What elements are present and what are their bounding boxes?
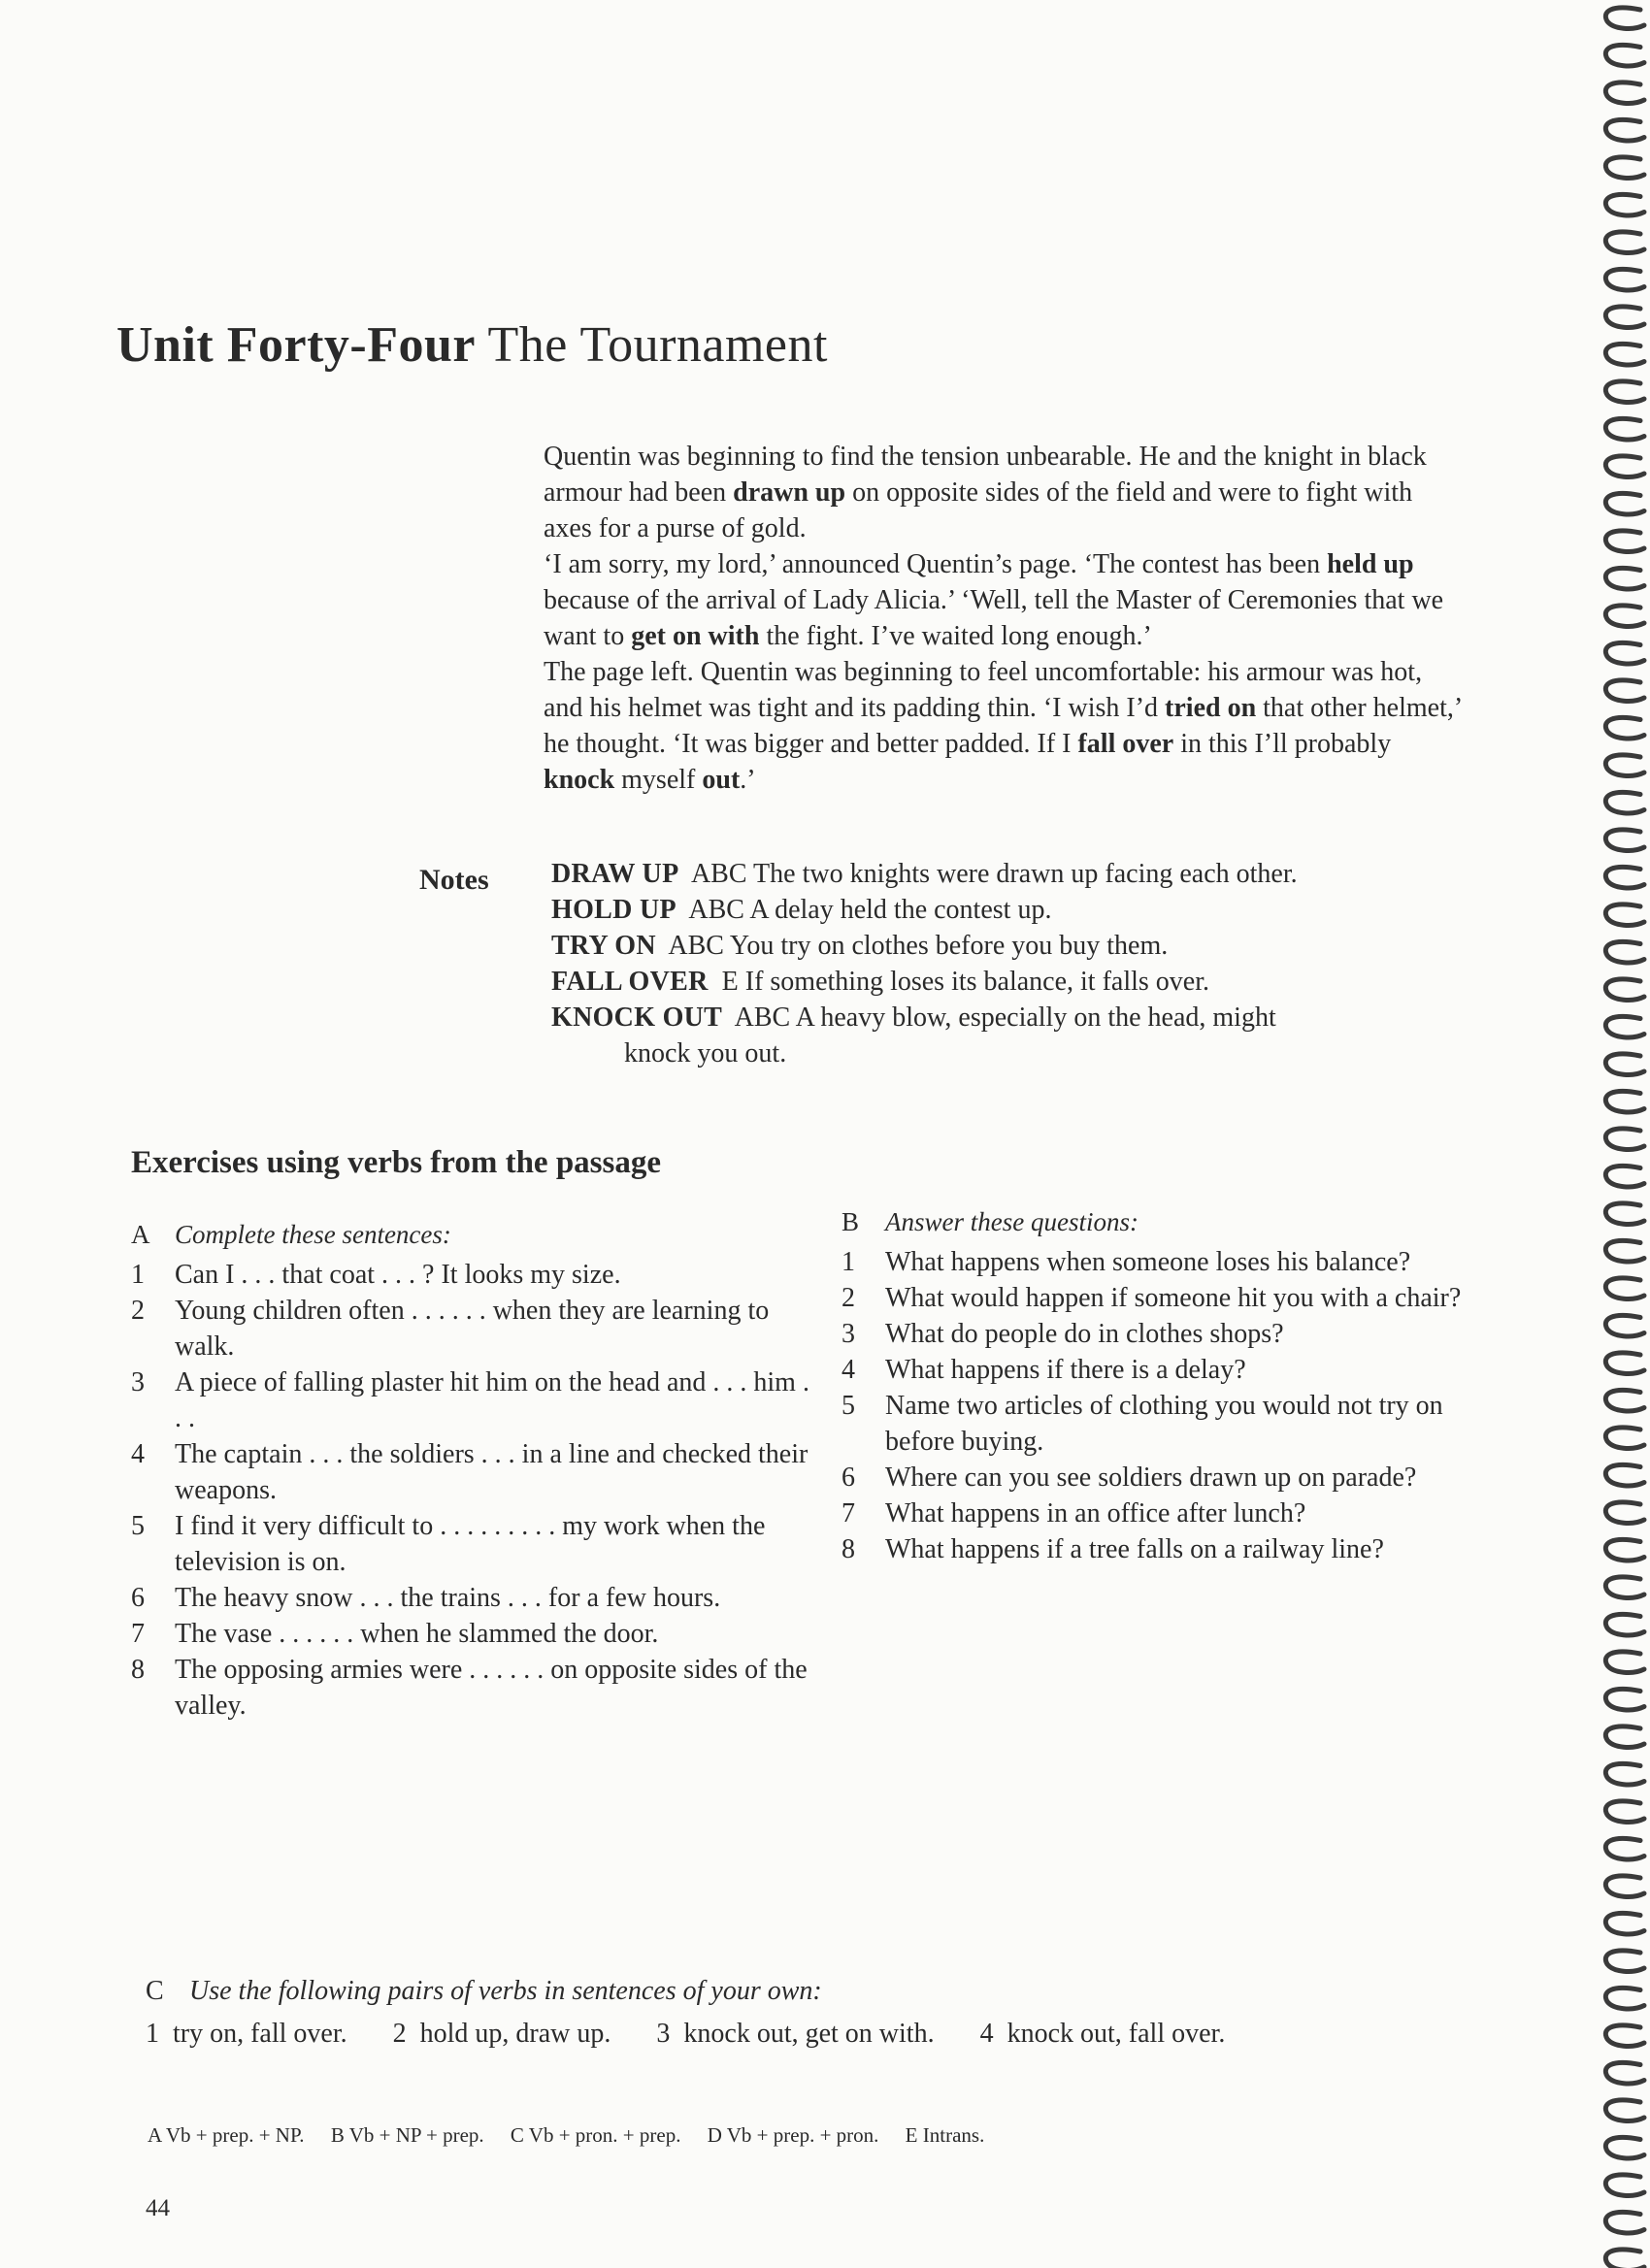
binding-coil <box>1605 867 1644 888</box>
exercise-instruction: Use the following pairs of verbs in sentences of your own: <box>189 1976 822 2006</box>
unit-name: The Tournament <box>487 317 828 373</box>
passage-text: Quentin was beginning to find the tension unbearable. He and the knight in black armour had been <box>544 442 1427 508</box>
notes-list <box>551 856 1483 1071</box>
item-text: The heavy snow . . . the trains . . . for a few hours. <box>175 1583 721 1613</box>
pair-number: 1 <box>146 2019 159 2049</box>
passage-paragraph-3 <box>544 654 1466 798</box>
pair-number: 3 <box>656 2019 671 2049</box>
highlighted-verb: get on with <box>631 621 760 651</box>
pair-number: 4 <box>979 2019 994 2049</box>
grammar-key-item: B Vb + NP + prep. <box>330 2123 484 2147</box>
list-item <box>842 1496 1482 1531</box>
binding-coil <box>1605 1801 1644 1823</box>
binding-coil <box>1605 1054 1644 1075</box>
verb-pair <box>146 2019 347 2049</box>
binding-coil <box>1605 493 1644 514</box>
passage-text: in this I’ll probably <box>1173 729 1392 759</box>
list-item <box>842 1460 1482 1496</box>
verb-pair <box>393 2019 611 2049</box>
exercise-letter: A <box>131 1220 150 1249</box>
exercise-b-list <box>842 1244 1482 1567</box>
binding-coil <box>1605 1539 1644 1561</box>
notes-label: Notes <box>419 864 489 896</box>
binding-coil <box>1605 1166 1644 1187</box>
note-term: TRY ON <box>551 931 656 961</box>
grammar-key <box>148 2123 1006 2148</box>
binding-coil <box>1605 1689 1644 1710</box>
note-codes: ABC <box>690 859 747 889</box>
binding-coil <box>1605 1726 1644 1748</box>
passage-text: ‘I am sorry, my lord,’ announced Quentin’s page. ‘The contest has been <box>544 549 1328 579</box>
exercise-c <box>146 1972 1446 2054</box>
binding-coil <box>1605 717 1644 739</box>
item-text: What happens if there is a delay? <box>885 1355 1246 1385</box>
exercise-a-list <box>131 1257 810 1724</box>
binding-coil <box>1605 119 1644 141</box>
note-codes: ABC <box>668 931 724 961</box>
item-text: What would happen if someone hit you with a chair? <box>885 1283 1462 1313</box>
binding-coil <box>1605 1614 1644 1635</box>
item-number: 8 <box>131 1655 145 1685</box>
note-try-on <box>551 928 1483 964</box>
note-text: A heavy blow, especially on the head, might <box>795 1003 1276 1033</box>
binding-coil <box>1605 606 1644 627</box>
binding-coil <box>1605 904 1644 926</box>
binding-coil <box>1605 1278 1644 1299</box>
list-item <box>842 1280 1482 1316</box>
exercise-instruction: Complete these sentences: <box>175 1220 451 1249</box>
note-knock-out-continuation: knock you out. <box>624 1038 787 1068</box>
passage-text: that other helmet,’ he thought. ‘It was bigger and better padded. If I <box>544 693 1462 759</box>
binding-coil <box>1605 344 1644 365</box>
highlighted-verb: drawn up <box>733 477 846 508</box>
item-number: 6 <box>842 1463 855 1493</box>
unit-number: Unit Forty-Four <box>116 317 476 373</box>
highlighted-verb: fall over <box>1077 729 1174 759</box>
binding-coil <box>1605 456 1644 477</box>
binding-coil <box>1605 1203 1644 1225</box>
item-text: Young children often . . . . . . when they are learning to walk. <box>175 1296 770 1362</box>
grammar-key-item: A Vb + prep. + NP. <box>148 2123 305 2147</box>
binding-coil <box>1605 830 1644 851</box>
grammar-key-item: E Intrans. <box>905 2123 985 2147</box>
item-number: 2 <box>842 1283 855 1313</box>
binding-coil <box>1605 45 1644 66</box>
item-number: 4 <box>131 1439 145 1469</box>
binding-coil <box>1605 1652 1644 1673</box>
binding-coil <box>1605 1763 1644 1785</box>
pair-text: hold up, draw up. <box>419 2019 611 2049</box>
passage-text: .’ <box>740 765 756 795</box>
binding-coil <box>1605 1428 1644 1449</box>
item-number: 7 <box>131 1619 145 1649</box>
list-item <box>131 1293 810 1364</box>
passage-paragraph-1 <box>544 439 1466 546</box>
item-number: 3 <box>131 1367 145 1397</box>
binding-coil <box>1605 2212 1644 2233</box>
binding-coil <box>1605 1577 1644 1598</box>
item-number: 1 <box>131 1260 145 1290</box>
binding-coil <box>1605 157 1644 179</box>
highlighted-verb: tried on <box>1165 693 1257 723</box>
grammar-key-item: D Vb + prep. + pron. <box>707 2123 879 2147</box>
item-number: 3 <box>842 1319 855 1349</box>
binding-coil <box>1605 680 1644 702</box>
highlighted-verb: out <box>702 765 741 795</box>
grammar-key-item: C Vb + pron. + prep. <box>510 2123 681 2147</box>
item-number: 2 <box>131 1296 145 1326</box>
passage-text: the fight. I’ve waited long enough.’ <box>759 621 1152 651</box>
binding-coil <box>1605 381 1644 403</box>
item-number: 7 <box>842 1498 855 1528</box>
passage-text: on opposite sides of the field and were to fight with axes for a purse of gold. <box>544 477 1413 543</box>
reading-passage <box>544 439 1466 798</box>
note-hold-up <box>551 892 1483 928</box>
item-text: I find it very difficult to . . . . . . . . . my work when the television is on. <box>175 1511 766 1577</box>
passage-text: The page left. Quentin was beginning to feel uncomfortable: his armour was hot, and his helmet was tight and its padding thin. ‘I wish I’d <box>544 657 1423 723</box>
passage-paragraph-2 <box>544 546 1466 654</box>
note-draw-up <box>551 856 1483 892</box>
note-fall-over <box>551 964 1483 1000</box>
note-term: KNOCK OUT <box>551 1003 723 1033</box>
binding-coil <box>1605 792 1644 813</box>
page-title <box>116 316 828 374</box>
list-item <box>842 1316 1482 1352</box>
note-codes: ABC <box>688 895 744 925</box>
note-codes: ABC <box>734 1003 791 1033</box>
exercise-instruction: Answer these questions: <box>885 1207 1138 1236</box>
binding-coil <box>1605 1091 1644 1112</box>
item-text: What do people do in clothes shops? <box>885 1319 1284 1349</box>
verb-pair <box>656 2019 934 2049</box>
item-number: 6 <box>131 1583 145 1613</box>
binding-coil <box>1605 979 1644 1001</box>
item-text: The captain . . . the soldiers . . . in a line and checked their weapons. <box>175 1439 808 1505</box>
item-number: 5 <box>131 1511 145 1541</box>
item-text: What happens when someone loses his balance? <box>885 1247 1411 1277</box>
binding-coil <box>1605 1390 1644 1411</box>
passage-text: because of the arrival of Lady Alicia.’ ‘Well, tell the Master of Ceremonies that we want to <box>544 585 1444 651</box>
note-term: HOLD UP <box>551 895 676 925</box>
list-item <box>842 1388 1482 1460</box>
item-number: 4 <box>842 1355 855 1385</box>
binding-coil <box>1605 418 1644 440</box>
list-item <box>131 1508 810 1580</box>
binding-coil <box>1605 642 1644 664</box>
exercise-letter: C <box>146 1976 164 2006</box>
item-number: 8 <box>842 1534 855 1564</box>
binding-coil <box>1605 755 1644 776</box>
note-text: A delay held the contest up. <box>749 895 1052 925</box>
binding-coil <box>1605 1315 1644 1336</box>
binding-coil <box>1605 1838 1644 1859</box>
item-text: A piece of falling plaster hit him on the head and . . . him . . . <box>175 1367 809 1433</box>
binding-coil <box>1605 2025 1644 2047</box>
exercise-letter: B <box>842 1207 860 1236</box>
item-number: 5 <box>842 1391 855 1421</box>
list-item <box>131 1364 810 1436</box>
passage-text: myself <box>614 765 703 795</box>
item-number: 1 <box>842 1247 855 1277</box>
item-text: Can I . . . that coat . . . ? It looks my size. <box>175 1260 621 1290</box>
binding-coil <box>1605 1876 1644 1897</box>
binding-coil <box>1605 1129 1644 1150</box>
page-number: 44 <box>146 2195 170 2221</box>
pair-text: try on, fall over. <box>173 2019 347 2049</box>
binding-coil <box>1605 232 1644 253</box>
binding-coil <box>1605 2137 1644 2158</box>
item-text: The vase . . . . . . when he slammed the door. <box>175 1619 659 1649</box>
binding-coil <box>1605 568 1644 589</box>
binding-coil <box>1605 1016 1644 1037</box>
binding-coil <box>1605 2175 1644 2196</box>
list-item <box>131 1436 810 1508</box>
item-text: What happens in an office after lunch? <box>885 1498 1306 1528</box>
item-text: Name two articles of clothing you would not try on before buying. <box>885 1391 1443 1457</box>
list-item <box>131 1616 810 1652</box>
binding-coil <box>1605 307 1644 328</box>
verb-pairs <box>146 2015 1446 2054</box>
note-term: FALL OVER <box>551 967 709 997</box>
binding-coil <box>1605 194 1644 215</box>
binding-coil <box>1605 531 1644 552</box>
list-item <box>131 1257 810 1293</box>
note-knock-out <box>551 1000 1483 1035</box>
list-item <box>842 1531 1482 1567</box>
binding-coil <box>1605 1240 1644 1262</box>
binding-coil <box>1605 2250 1644 2268</box>
note-text: If something loses its balance, it falls over. <box>744 967 1209 997</box>
note-term: DRAW UP <box>551 859 679 889</box>
exercise-b <box>842 1203 1482 1567</box>
note-text: The two knights were drawn up facing each other. <box>753 859 1298 889</box>
verb-pair <box>980 2019 1226 2049</box>
highlighted-verb: knock <box>544 765 615 795</box>
binding-coil <box>1605 269 1644 290</box>
note-text: You try on clothes before you buy them. <box>729 931 1169 961</box>
binding-coil <box>1605 1502 1644 1524</box>
binding-coil <box>1605 1988 1644 2009</box>
list-item <box>842 1352 1482 1388</box>
exercise-b-heading <box>842 1203 1482 1240</box>
item-text: What happens if a tree falls on a railway line? <box>885 1534 1384 1564</box>
pair-text: knock out, get on with. <box>683 2019 935 2049</box>
list-item <box>842 1244 1482 1280</box>
highlighted-verb: held up <box>1327 549 1414 579</box>
pair-number: 2 <box>392 2019 407 2049</box>
exercises-heading: Exercises using verbs from the passage <box>131 1145 662 1180</box>
pair-text: knock out, fall over. <box>1006 2019 1226 2049</box>
binding-coil <box>1605 2062 1644 2084</box>
item-text: Where can you see soldiers drawn up on parade? <box>885 1463 1417 1493</box>
binding-coil <box>1605 1353 1644 1374</box>
binding-coil <box>1605 2100 1644 2121</box>
spiral-binding <box>1572 0 1650 2268</box>
binding-coil <box>1605 1951 1644 1972</box>
binding-coil <box>1605 1913 1644 1934</box>
exercise-a <box>131 1216 810 1724</box>
item-text: The opposing armies were . . . . . . on opposite sides of the valley. <box>175 1655 808 1721</box>
binding-coil <box>1605 8 1644 29</box>
binding-coil <box>1605 941 1644 963</box>
binding-coil <box>1605 1464 1644 1486</box>
list-item <box>131 1652 810 1724</box>
binding-coil <box>1605 82 1644 104</box>
exercise-c-heading <box>146 1972 1446 2011</box>
list-item <box>131 1580 810 1616</box>
note-codes: E <box>721 967 739 997</box>
exercise-a-heading <box>131 1216 810 1253</box>
